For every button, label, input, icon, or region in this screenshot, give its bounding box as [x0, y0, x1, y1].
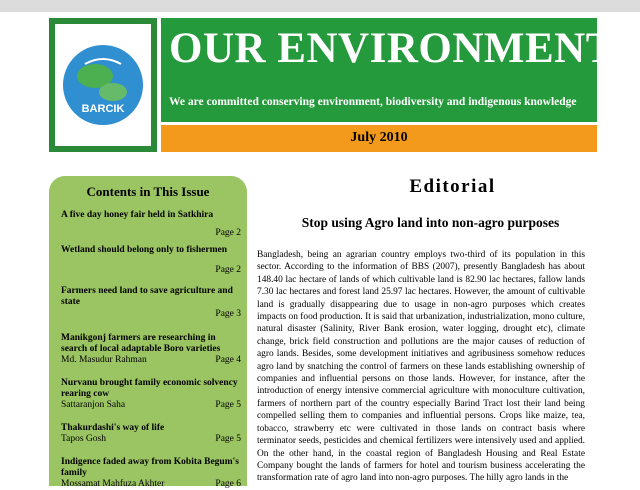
toc-item-row: [61, 355, 241, 366]
toc-item-title: Thakurdashi's way of life: [61, 423, 165, 433]
editorial-body: Bangladesh, being an agrarian country employs two-third of its population in this sector. According to the information of BBS (2007), presently Bangladesh has about 148.40 lac hectare of lands of which cultivable land is 82.90 lac hectares, fallow lands 7.30 lac hectares and forest land 25.97 lac hectares. However, the amount of cultivable land is gradually disappearing due to usage in non-agro purposes which creates impacts on food production. It is said that urbanization, industrialization, mono culture, natural disaster (Salinity, River Bank erosion, water logging, drought etc), climate change, brick field construction and pollutions are the major causes of reduction of agro lands. Besides, some development initiatives and agribusiness somehow reduces agro land by snatching the control of farmers on these lands establishing ownership of companies and influential persons on those lands. However, for instance, after the introduction of energy intensive commercial agriculture with monoculture cultivation, farmers of northern part of the country especially Barind Tract lost their land being compelled selling them to companies and influential persons. Crops like maize, tea, tobacco, strawberry etc were cultivated in those lands on contract basis where terminator seeds, pesticides and chemical fertilizers were intensively used and applied. On the other hand, in the coastal region of Bangladesh Housing and Real Estate Company bought the lands of farmers for hotel and tourism business accelerating the transformation rate of agro land into non-agro purposes. The hilly agro lands in the: [257, 250, 585, 484]
top-bar: [0, 0, 640, 12]
toc-item-page: Page 5: [215, 434, 241, 444]
toc-item-row: [61, 434, 241, 445]
tagline: We are committed conserving environment, biodiversity and indigenous knowledge: [169, 96, 577, 108]
toc-item-page: Page 6: [215, 479, 241, 489]
toc-item-author: Tapos Gosh: [61, 434, 106, 444]
toc-item[interactable]: [61, 333, 241, 366]
logo-panel: [55, 24, 151, 146]
editorial-heading: Editorial: [409, 176, 496, 197]
toc-item-page: Page 3: [215, 309, 241, 319]
toc-item[interactable]: [61, 286, 241, 320]
toc-item-author: Sattaranjon Saha: [61, 400, 126, 410]
toc-item-author: Mossamat Mahfuza Akhter: [61, 479, 165, 489]
contents-box: [49, 176, 247, 489]
toc-item[interactable]: [61, 245, 241, 276]
toc-item-row: [61, 400, 241, 411]
contents-list: [61, 210, 241, 490]
logo-frame: [49, 18, 157, 152]
toc-item-author: Md. Masudur Rahman: [61, 355, 147, 365]
issue-date: July 2010: [350, 130, 408, 145]
toc-item[interactable]: [61, 457, 241, 490]
toc-item-page: Page 2: [215, 265, 241, 275]
toc-item-title: Wetland should belong only to fishermen: [61, 245, 228, 255]
newsletter-title: OUR ENVIRONMENT: [169, 25, 615, 72]
toc-item[interactable]: [61, 378, 241, 411]
logo-leaf-2: [99, 83, 127, 101]
toc-item[interactable]: [61, 210, 241, 239]
toc-item-title: Farmers need land to save agriculture and state: [61, 286, 233, 307]
toc-item-page: Page 2: [215, 228, 241, 238]
toc-item[interactable]: [61, 423, 241, 445]
newsletter-header: [49, 18, 615, 152]
toc-item-title: Nurvanu brought family economic solvency rearing cow: [61, 378, 238, 399]
toc-item-title: Manikgonj farmers are researching in search of local adaptable Boro varieties: [61, 333, 221, 354]
toc-item-title: Indigence faded away from Kobita Begum's family: [61, 457, 239, 478]
title-band: [161, 18, 615, 122]
barcik-logo: [55, 24, 151, 146]
editorial-headline: Stop using Agro land into non-agro purposes: [301, 215, 560, 230]
toc-item-page: Page 5: [215, 400, 241, 410]
date-band: [161, 125, 597, 152]
contents-heading: Contents in This Issue: [86, 184, 210, 199]
toc-item-row: [61, 479, 241, 490]
toc-item-title: A five day honey fair held in Satkhira: [61, 210, 214, 220]
toc-item-page: Page 4: [215, 355, 241, 365]
logo-text: BARCIK: [81, 103, 125, 115]
